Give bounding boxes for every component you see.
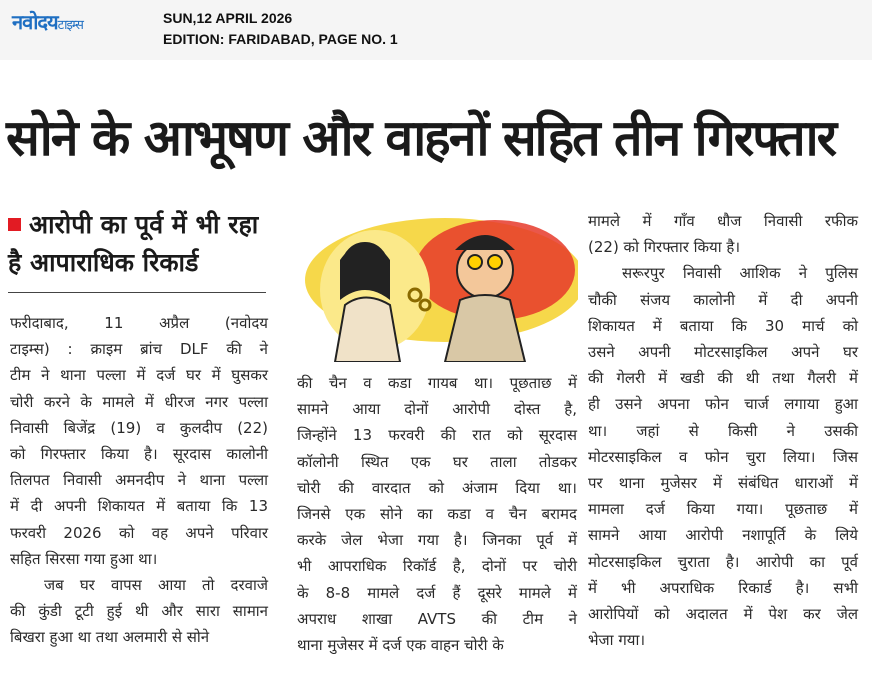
article-text-line: निवासी बिजेंद्र (19) व कुलदीप (22) xyxy=(10,418,268,437)
header-bar xyxy=(0,0,872,60)
article-text-line: चौकी संजय कालोनी में दी अपनी xyxy=(588,290,858,309)
article-text-line: था। जहां से किसी ने उसकी xyxy=(588,421,858,440)
article-text-line: में दी अपनी शिकायत में बताया कि 13 xyxy=(10,497,268,516)
article-column-1 xyxy=(10,310,268,651)
article-text-line: टाइम्स) : क्राइम ब्रांच DLF की ने xyxy=(10,340,268,359)
article-text-line: सामने आया आरोपी नशापूर्ति के लिये xyxy=(588,526,858,545)
article-text-line: की कुंडी टूटी हुई थी और सारा सामान xyxy=(10,602,268,621)
article-text-line: चोरी करने के मामले में धीरज नगर पल्ला xyxy=(10,392,268,411)
article-text-line: (22) को गिरफ्तार किया है। xyxy=(588,238,741,257)
article-text-line: उसने अपनी मोटरसाइकिल अपने घर xyxy=(588,343,858,362)
article-text-line: शिकायत में बताया कि 30 मार्च को xyxy=(588,316,858,335)
logo-sub: टाइम्स xyxy=(57,18,83,33)
article-text-line: भी आपराधिक रिकॉर्ड है, दोनों पर चोरी xyxy=(297,557,577,576)
article-text-line: मामला दर्ज किया गया। पूछताछ में xyxy=(588,500,858,519)
logo-main: नवोदय xyxy=(12,10,58,34)
article-text-line: करके जेल भेजा गया है। जिनका पूर्व में xyxy=(297,531,577,550)
article-text-line: में भी अपराधिक रिकार्ड है। सभी xyxy=(588,578,858,597)
article-text-line: मामले में गाँव धौज निवासी रफीक xyxy=(588,212,858,230)
edition-info xyxy=(163,8,398,50)
article-text-line: जिनसे एक सोने का कडा व चैन बरामद xyxy=(297,505,577,524)
article-text-line: टीम ने थाना पल्ला में दर्ज घर में घुसकर xyxy=(10,366,268,385)
article-text-line: बिखरा हुआ था तथा अलमारी से सोने xyxy=(10,628,210,647)
cartoon-illustration xyxy=(295,210,578,362)
publish-date: SUN,12 APRIL 2026 xyxy=(163,10,293,26)
article-text-line: के 8-8 मामले दर्ज हैं दूसरे मामले में xyxy=(297,583,577,602)
article-text-line: की चैन व कडा गायब था। पूछताछ में xyxy=(297,374,577,392)
article-text-line: पर थाना मुजेसर में संबंधित धाराओं में xyxy=(588,474,858,493)
article-text-line: थाना मुजेसर में दर्ज एक वाहन चोरी के xyxy=(297,636,504,655)
article-text-line: फरवरी 2026 को वह अपने परिवार xyxy=(10,523,268,542)
article-subheadline xyxy=(8,206,270,282)
article-text-line: तिलपत निवासी अमनदीप ने थाना पल्ला xyxy=(10,471,268,490)
article-text-line: सरूरपुर निवासी आशिक ने पुलिस xyxy=(622,264,858,283)
article-text-line: चोरी की वारदात को अंजाम दिया था। xyxy=(297,478,577,497)
subheadline-line2: है आपाराधिक रिकार्ड xyxy=(8,248,199,277)
article-text-line: ही उसने अपना फोन चार्ज लगाया हुआ xyxy=(588,395,858,414)
article-text-line: भेजा गया। xyxy=(588,631,646,650)
divider xyxy=(8,292,266,293)
article-text-line: को गिरफ्तार किया है। सूरदास कालोनी xyxy=(10,445,268,464)
article-text-line: आरोपियों को अदालत में पेश कर जेल xyxy=(588,605,858,624)
article-text-line: कॉलोनी स्थित एक घर ताला तोडकर xyxy=(297,452,577,471)
article-text-line: अपराध शाखा AVTS की टीम ने xyxy=(297,609,577,628)
newspaper-logo xyxy=(12,8,83,35)
subheadline-line1: आरोपी का पूर्व में भी रहा xyxy=(29,210,259,239)
article-text-line: सहित सिरसा गया हुआ था। xyxy=(10,549,158,568)
edition-page: EDITION: FARIDABAD, PAGE NO. 1 xyxy=(163,31,398,47)
article-text-line: मोटरसाइकिल चुराता है। आरोपी का पूर्व xyxy=(588,552,858,571)
article-text-line: फरीदाबाद, 11 अप्रैल (नवोदय xyxy=(10,314,268,332)
article-column-2 xyxy=(297,370,577,658)
article-text-line: मोटरसाइकिल व फोन चुरा लिया। जिस xyxy=(588,447,858,466)
article-headline: सोने के आभूषण और वाहनों सहित तीन गिरफ्तार xyxy=(6,109,836,167)
article-text-line: की गेलरी में खडी की थी तथा गैलरी में xyxy=(588,369,858,388)
article-column-3 xyxy=(588,208,858,653)
article-text-line: सामने आया दोनों आरोपी दोस्त है, xyxy=(297,400,577,419)
article-text-line: जब घर वापस आया तो दरवाजे xyxy=(44,576,268,595)
red-bullet-icon xyxy=(8,218,21,231)
article-text-line: जिन्होंने 13 फरवरी की रात को सूरदास xyxy=(297,426,577,445)
